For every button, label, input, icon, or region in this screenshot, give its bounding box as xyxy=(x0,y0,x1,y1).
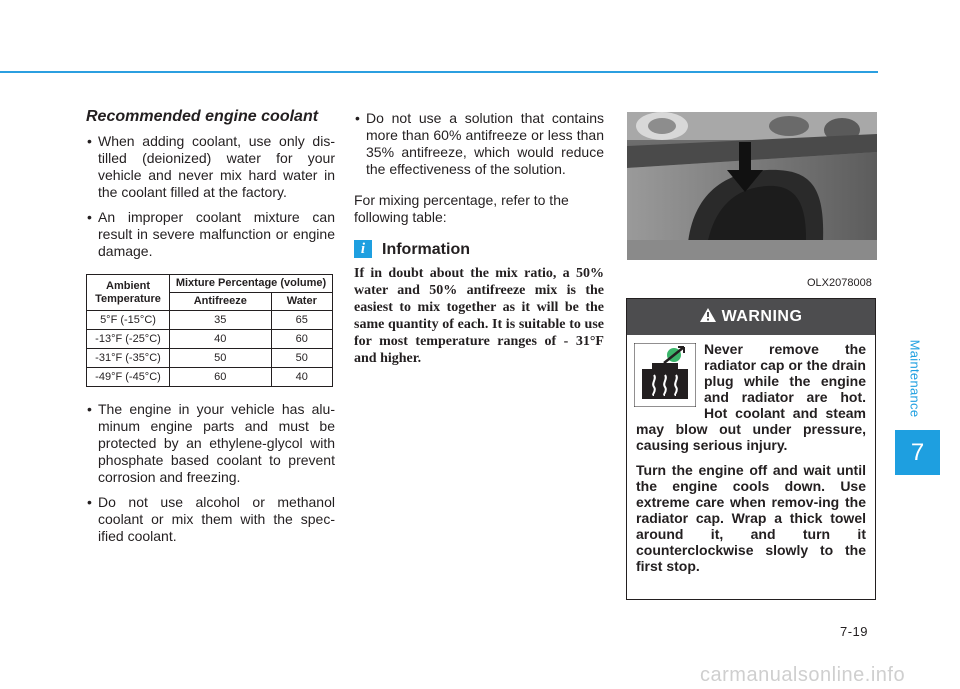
warning-title: WARNING xyxy=(721,308,803,325)
warning-paragraph: Never remove the radiator cap or the drain plug while the engine and radiator are hot. Hot coolant and steam may blow out under pressure, causing serious injury. xyxy=(636,341,866,453)
cell-antifreeze: 35 xyxy=(170,311,272,330)
cell-antifreeze: 60 xyxy=(170,368,272,387)
section-title: Recommended engine coolant xyxy=(86,108,319,125)
bullet-item: • An improper coolant mixture can result in severe malfunction or engine damage. xyxy=(86,209,335,260)
information-text: If in doubt about the mix ratio, a 50% water and 50% antifreeze mix is the easiest to mix together as it will be the same quantity of each. It is suitable to use for most temperature ranges of - 31°F and higher. xyxy=(354,266,604,366)
hot-radiator-icon xyxy=(634,343,696,407)
bullet-item: • Do not use a solution that contains more than 60% antifreeze or less than 35% antifreeze, which would reduce the effectiveness of the solution. xyxy=(354,110,604,178)
warning-header xyxy=(627,299,875,335)
table-row xyxy=(87,349,333,368)
bullet-item: • Do not use alcohol or methanol coolant or mix them with the spec-ified coolant. xyxy=(86,494,335,545)
information-title: Information xyxy=(382,240,470,258)
cell-water: 65 xyxy=(271,311,332,330)
information-heading xyxy=(354,240,604,258)
table-row xyxy=(87,368,333,387)
cell-antifreeze: 40 xyxy=(170,330,272,349)
table-intro: For mixing percentage, refer to the following table: xyxy=(354,192,569,225)
cell-temp: -49°F (-45°C) xyxy=(87,368,170,387)
bullet-item: • The engine in your vehicle has alu-minum engine parts and must be protected by an ethylene-glycol with phosphate based coolant to prevent corrosion and freezing. xyxy=(86,401,335,486)
engine-bay-photo xyxy=(627,112,877,260)
warning-body xyxy=(627,335,875,574)
header-antifreeze: Antifreeze xyxy=(170,293,272,311)
middle-column xyxy=(354,110,604,367)
header-water: Water xyxy=(271,293,332,311)
engine-bay-illustration xyxy=(627,112,877,260)
cell-antifreeze: 50 xyxy=(170,349,272,368)
header-mixture: Mixture Percentage (volume) xyxy=(170,275,333,293)
cell-water: 60 xyxy=(271,330,332,349)
cell-water: 50 xyxy=(271,349,332,368)
warning-box xyxy=(626,298,876,600)
table-row xyxy=(87,330,333,349)
cell-temp: -13°F (-25°C) xyxy=(87,330,170,349)
chapter-tab: 7 xyxy=(895,430,940,475)
watermark: carmanualsonline.info xyxy=(700,664,906,686)
left-column xyxy=(86,108,335,553)
page-number: 7-19 xyxy=(840,624,869,639)
photo-caption: OLX2078008 xyxy=(807,277,872,289)
bullet-list-top xyxy=(86,133,335,260)
cell-temp: -31°F (-35°C) xyxy=(87,349,170,368)
header-rule xyxy=(0,71,878,73)
info-icon: i xyxy=(354,240,372,258)
header-ambient: Ambient Temperature xyxy=(87,275,170,311)
chapter-side-label xyxy=(901,336,929,420)
chapter-name: Maintenance xyxy=(907,339,923,417)
warning-triangle-icon xyxy=(700,308,716,327)
cell-temp: 5°F (-15°C) xyxy=(87,311,170,330)
bullet-list-bottom xyxy=(86,401,335,545)
coolant-mix-table xyxy=(86,274,333,387)
bullet-item: • When adding coolant, use only dis-tilled (deionized) water for your vehicle and never mix hard water in the coolant filled at the factory. xyxy=(86,133,335,201)
cell-water: 40 xyxy=(271,368,332,387)
bullet-list-right xyxy=(354,110,604,178)
table-row xyxy=(87,311,333,330)
warning-paragraph: Turn the engine off and wait until the engine cools down. Use extreme care when remov-ing the radiator cap. Wrap a thick towel around it, and turn it counterclockwise slowly to the first stop. xyxy=(636,462,866,574)
